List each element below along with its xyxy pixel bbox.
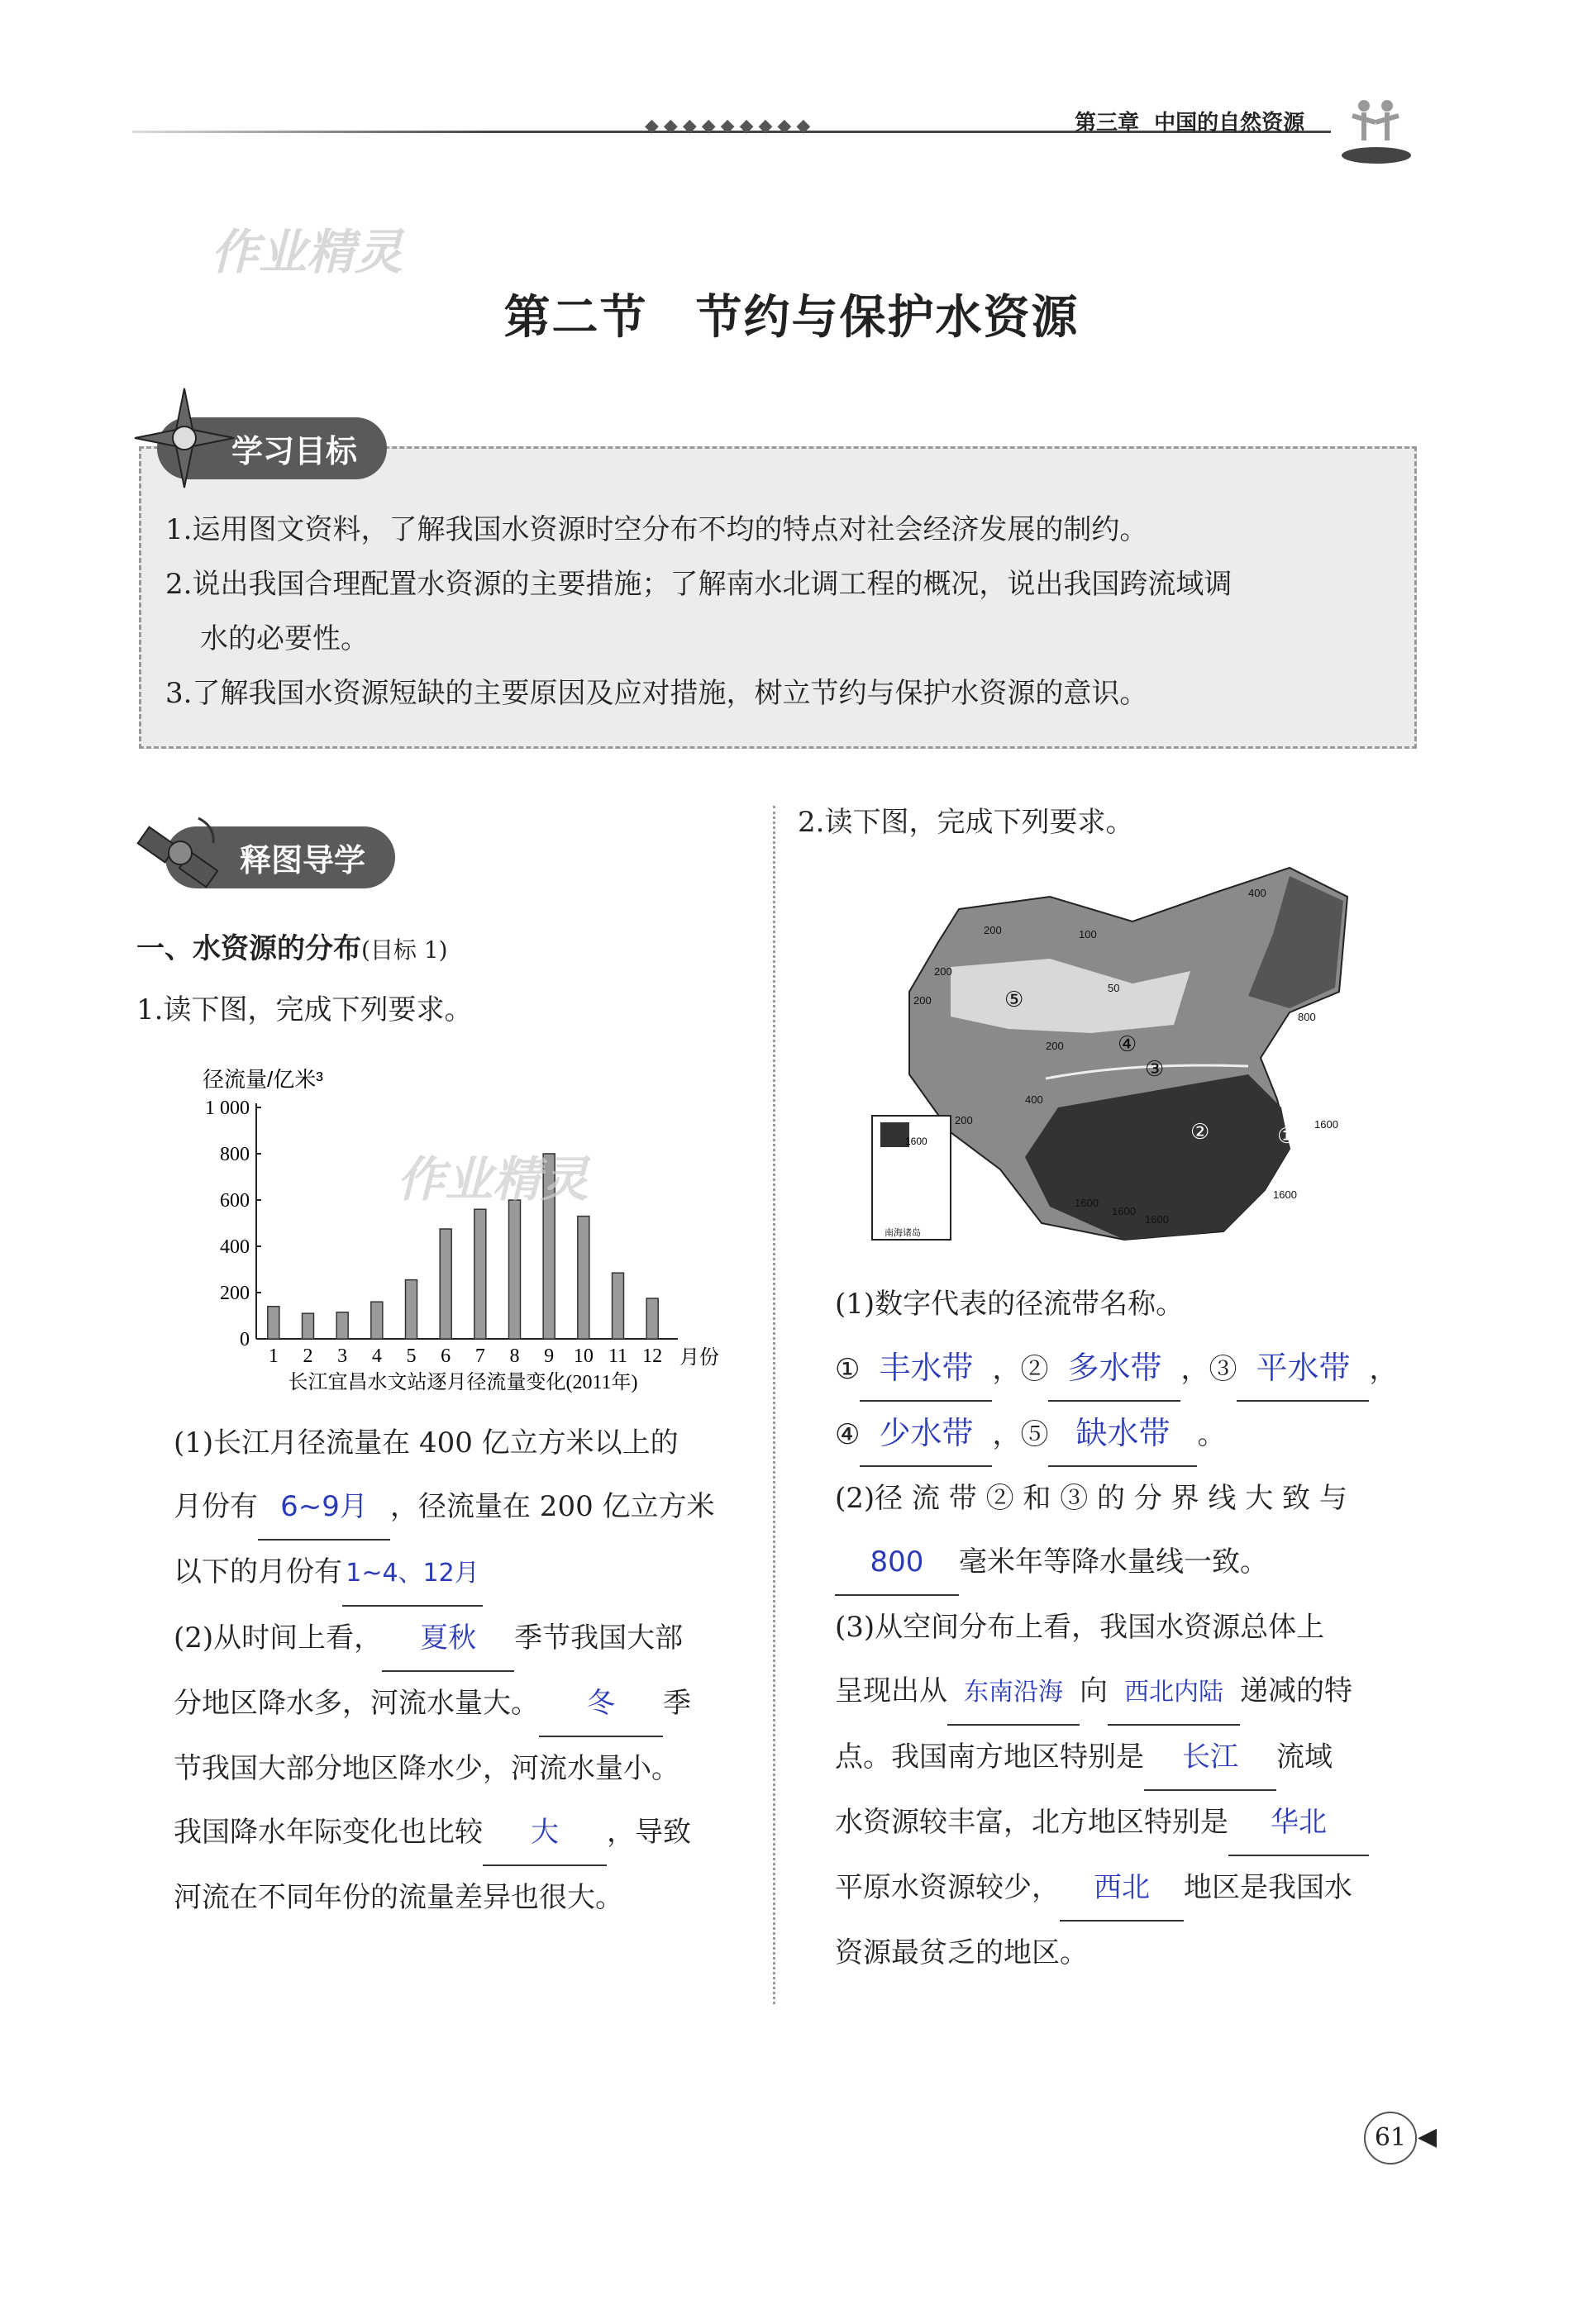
map-label: 100 (1079, 928, 1097, 941)
zone-label: ③ (1145, 1057, 1165, 1082)
column-divider (773, 806, 775, 2004)
chart-title: 长江宜昌水文站逐月径流量变化(2011年) (288, 1372, 638, 1393)
watermark-logo: 作业精灵 (211, 224, 403, 280)
answer-blank[interactable]: 800 (835, 1531, 959, 1596)
header-dots: ◆◆◆◆◆◆◆◆◆ (645, 116, 816, 136)
china-runoff-map (860, 860, 1356, 1248)
map-label: 1600 (1075, 1197, 1099, 1209)
x-tick-label: 10 (573, 1345, 594, 1367)
map-label: 1600 (1273, 1188, 1297, 1201)
answer-blank[interactable]: 多水带 (1048, 1336, 1180, 1402)
page-number: 61 (1364, 2112, 1417, 2164)
bar-month-5 (406, 1280, 417, 1339)
zone-label: ① (1277, 1124, 1297, 1149)
y-tick-label: 0 (240, 1329, 250, 1350)
x-tick-label: 9 (544, 1345, 555, 1367)
page-title: 第二节 节约与保护水资源 (503, 290, 1080, 345)
bar-month-11 (613, 1273, 624, 1339)
y-tick-label: 1 000 (205, 1098, 250, 1119)
y-tick-label: 400 (220, 1236, 250, 1258)
objective-item: 3.了解我国水资源短缺的主要原因及应对措施，树立节约与保护水资源的意识。 (165, 677, 1148, 710)
bar-month-7 (474, 1209, 486, 1339)
bar-month-6 (440, 1229, 451, 1339)
zone-label: ④ (1118, 1032, 1137, 1057)
left-questions: (1)长江月径流量在 400 亿立方米以上的 月份有 6~9月 ，径流量在 200 亿立方米 以下的月份有 1~4、12月 (2)从时间上看， 夏秋 季节我国大部 分地区降水多，河流水量大。 冬 季 节我国大部分地区降水少，河流水量小。 我国降水年际变化也比较 大 ，导致 河流在不同年份的流量差异也很大。 (174, 1426, 715, 1914)
right-questions: (1)数字代表的径流带名称。 ① 丰水带 ，② 多水带 ，③ 平水带 ， ④ 少水带 ，⑤ 缺水带 。 (2)径 流 带 ② 和 ③ 的 分 界 线 大 致 与 800 毫米年等降水量线一致。 (3)从空间分布上看，我国水资源总体上 呈现出从 东南沿海 向 西北内陆 递减的特 点。我国南方地区特别是 长江 流域 水资源较丰富，北方地区特别是 华北 平原水资源较少， 西北 地区是我国水 资源最贫乏的地区。 (835, 1288, 1398, 1969)
inset-label: 1600 (905, 1136, 927, 1147)
satellite-icon (132, 802, 231, 901)
answer-blank[interactable]: 冬 (539, 1672, 663, 1737)
bar-month-1 (268, 1307, 279, 1339)
watermark-logo: 作业精灵 (397, 1151, 589, 1207)
page-arrow-icon: ◀ (1418, 2122, 1438, 2151)
compass-icon (131, 384, 238, 492)
chart-ylabel: 径流量/亿米³ (203, 1067, 323, 1092)
map-label: 1600 (1112, 1205, 1136, 1217)
answer-blank[interactable]: 长江 (1144, 1726, 1276, 1791)
x-tick-label: 6 (441, 1345, 451, 1367)
answer-blank[interactable]: 夏秋 (382, 1607, 514, 1672)
inset-caption: 南海诸岛 (884, 1227, 921, 1238)
bar-month-4 (371, 1302, 383, 1339)
bar-month-8 (509, 1200, 521, 1339)
x-tick-label: 4 (371, 1345, 382, 1367)
objectives-badge: 学习目标 (157, 417, 387, 479)
x-tick-label: 3 (337, 1345, 348, 1367)
x-tick-label: 1 (268, 1345, 279, 1367)
map-label: 200 (1046, 1040, 1064, 1052)
runoff-chart (190, 1066, 736, 1397)
guide-badge: 释图导学 (165, 826, 395, 888)
map-label: 50 (1108, 982, 1120, 994)
answer-blank[interactable]: 西北 (1060, 1856, 1184, 1922)
objective-item: 1.运用图文资料，了解我国水资源时空分布不均的特点对社会经济发展的制约。 (165, 513, 1148, 546)
bar-month-2 (303, 1313, 314, 1339)
map-label: 800 (1298, 1011, 1316, 1023)
chapter-label: 第三章 中国的自然资源 (1075, 111, 1305, 136)
y-tick-label: 200 (220, 1283, 250, 1304)
x-tick-label: 8 (509, 1345, 520, 1367)
map-label: 400 (1025, 1093, 1043, 1106)
map-label: 200 (934, 965, 952, 978)
answer-blank[interactable]: 少水带 (860, 1402, 992, 1467)
bar-month-12 (646, 1298, 658, 1339)
map-label: 200 (913, 994, 932, 1007)
x-tick-label: 7 (474, 1345, 485, 1367)
answer-blank[interactable]: 东南沿海 (947, 1660, 1080, 1726)
zone-label: ② (1190, 1120, 1210, 1145)
y-tick-label: 600 (220, 1190, 250, 1212)
map-label: 1600 (1145, 1213, 1169, 1226)
x-tick-label: 11 (608, 1345, 628, 1367)
x-tick-label: 2 (303, 1345, 313, 1367)
map-label: 200 (955, 1114, 973, 1126)
zone-label: ⑤ (1004, 988, 1024, 1012)
chart-xlabel: 月份 (679, 1347, 719, 1369)
objective-item: 水的必要性。 (200, 622, 369, 655)
answer-blank[interactable]: 西北内陆 (1108, 1660, 1240, 1726)
objectives-list (165, 502, 1405, 721)
objective-item: 2.说出我国合理配置水资源的主要措施；了解南水北调工程的概况，说出我国跨流域调 (165, 568, 1233, 601)
map-label: 200 (984, 924, 1002, 936)
map-label: 1600 (1314, 1118, 1338, 1131)
bar-month-10 (578, 1217, 589, 1339)
y-tick-label: 800 (220, 1144, 250, 1165)
figures-icon (1339, 91, 1414, 165)
bar-month-3 (336, 1312, 348, 1339)
answer-blank[interactable]: 大 (483, 1801, 607, 1866)
answer-blank[interactable]: 6~9月 (258, 1475, 390, 1541)
answer-blank[interactable]: 平水带 (1237, 1336, 1369, 1402)
x-tick-label: 12 (642, 1345, 663, 1367)
question-1: 1.读下图，完成下列要求。 (136, 993, 473, 1026)
map-label: 400 (1248, 887, 1266, 899)
section-heading: 一、水资源的分布(目标 1) (136, 932, 448, 965)
answer-blank[interactable]: 丰水带 (860, 1336, 992, 1402)
answer-blank[interactable]: 华北 (1228, 1791, 1369, 1856)
x-tick-label: 5 (406, 1345, 417, 1367)
question-2: 2.读下图，完成下列要求。 (798, 806, 1134, 839)
answer-blank[interactable]: 缺水带 (1048, 1402, 1197, 1467)
answer-blank[interactable]: 1~4、12月 (342, 1541, 483, 1607)
